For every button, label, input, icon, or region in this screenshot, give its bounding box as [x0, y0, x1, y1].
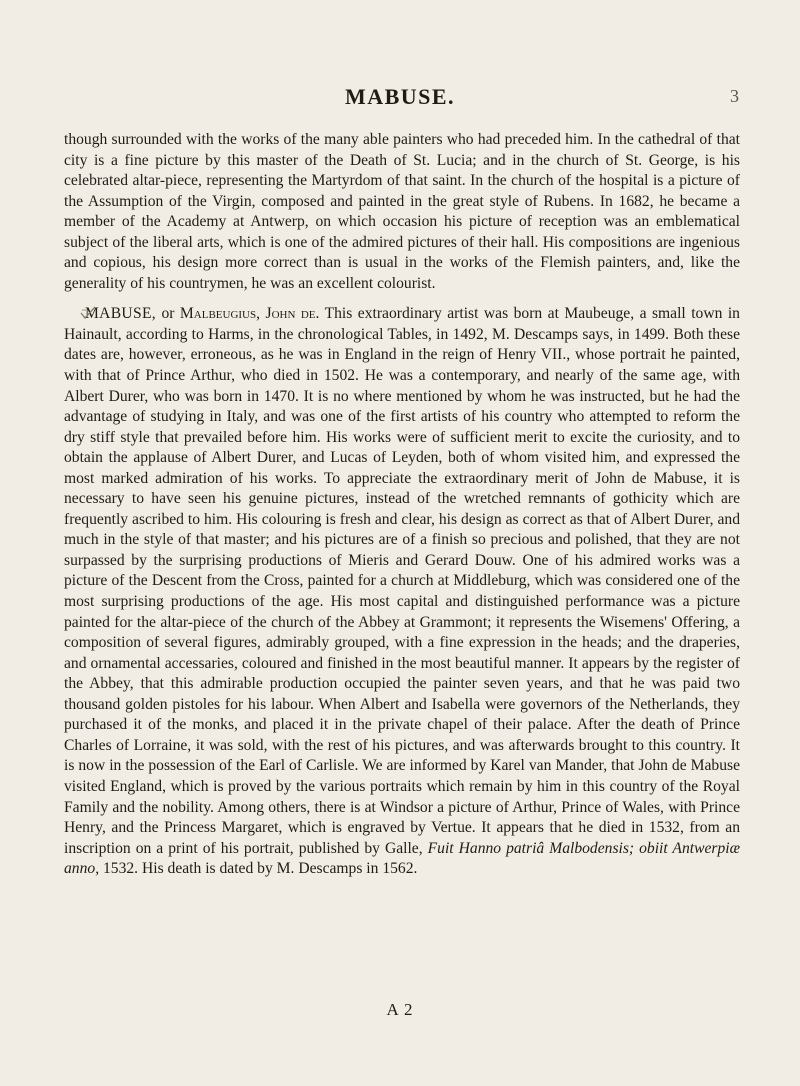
page-number: 3 [730, 86, 739, 106]
entry-body: . This extraordinary artist was born at Maubeuge, a small town in Hainault, according to Harms, in the chronological Tables, in 1492, M. Descamps says, in 1499. Both these dates are, however, erroneous, as he was in England in the reign of Henry VII., whose portrait he painted, with that of Prince Arthur, who died in 1502. He was a contemporary, and nearly of the same age, with Albert Durer, who was born in 1470. It is no where mentioned by whom he was instructed, but he had the advantage of studying in Italy, and was one of the first artists of his country who attempted to reform the dry stiff style that prevailed before him. His works were of sufficient merit to excite the curiosity, and to obtain the applause of Albert Durer, and Lucas of Leyden, both of whom visited him, and expressed the most marked admiration of his works. To appreciate the extraordinary merit of John de Mabuse, it is necessary to have seen his genuine pictures, instead of the wretched remnants of gothicity which are frequently ascribed to him. His colouring is fresh and clear, his design as correct as that of Albert Durer, and much in the style of that master; and his pictures are of a finish so precious and polished, that they are not surpassed by the surprising productions of Mieris and Gerard Douw. One of his admired works was a picture of the Descent from the Cross, painted for a church at Middleburg, which was considered one of the most surprising productions of the age. His most capital and distinguished performance was a picture painted for the altar-piece of the church of the Abbey at Grammont; it represents the Wisemens' Offering, a composition of several figures, admirably grouped, with a fine expression in the heads; and the draperies, and ornamental accessaries, coloured and finished in the most beautiful manner. It appears by the register of the Abbey, that this admirable production occupied the painter seven years, and that he was paid two thousand golden pistoles for his labour. When Albert and Isabella were governors of the Netherlands, they purchased it of the monks, and placed it in the private chapel of their palace. After the death of Prince Charles of Lorraine, it was sold, with the rest of his pictures, and was afterwards brought to this country. It is now in the possession of the Earl of Carlisle. We are informed by Karel van Mander, that John de Mabuse visited England, which is proved by the various portraits which remain by him in this country of the Royal Family and the nobility. Among others, there is at Windsor a picture of Arthur, Prince of Wales, with Prince Henry, and the Princess Margaret, which is engraved by Vertue. It appears that he died in 1532, from an inscription on a print of his portrait, published by Galle, [64, 305, 740, 857]
entry-tail: 1532. His death is dated by M. Descamps in 1562. [99, 860, 418, 878]
check-mark-icon [57, 304, 77, 324]
entry-connector: or [156, 305, 180, 323]
entry-alias: Malbeugius [179, 305, 257, 323]
check-mark-svg [78, 304, 98, 324]
running-title: MABUSE. [344, 84, 456, 109]
entry-given-name: John de [265, 305, 316, 323]
entry-alias-separator: , [256, 305, 266, 323]
running-head [0, 84, 800, 114]
signature-mark: A 2 [386, 1000, 414, 1019]
body-text [64, 130, 740, 880]
entry-inscription: Fuit Hanno patriâ Malbodensis; obiit Antwerpiæ anno, [64, 839, 741, 878]
entry-headword: MABUSE, [85, 305, 156, 323]
paragraph-continuation: though surrounded with the works of the many able painters who had preceded him. In the cathedral of that city is a fine picture by this master of the Death of St. Lucia; and in the church of St. George, is his celebrated altar-piece, representing the Martyrdom of that saint. In the church of the hospital is a picture of the Assumption of the Virgin, composed and painted in the great style of Rubens. In 1682, he became a member of the Academy at Antwerp, on which occasion his picture of reception was an emblematical subject of the liberal arts, which is one of the admired pictures of their hall. His compositions are ingenious and copious, his design more correct than is usual in the works of the Flemish painters, and, like the generality of his countrymen, he was an excellent colourist. [64, 131, 740, 292]
paragraph-mabuse-entry [64, 304, 740, 879]
